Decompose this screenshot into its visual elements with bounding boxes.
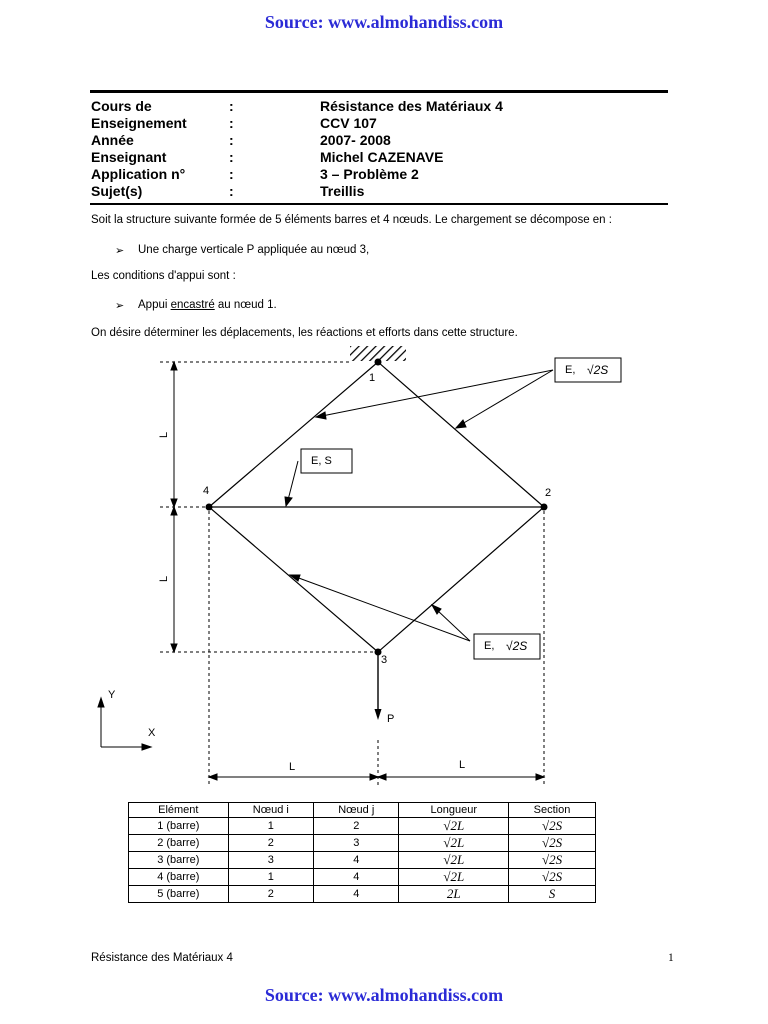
- table-cell: 4 (barre): [129, 869, 229, 886]
- header-value: CCV 107: [320, 115, 377, 131]
- table-header-row: [129, 803, 596, 818]
- table-cell: 3 (barre): [129, 852, 229, 869]
- table-cell: √2L: [399, 869, 509, 886]
- table-row: [129, 835, 596, 852]
- table-cell: √2S: [509, 818, 596, 835]
- source-banner-bottom: Source: www.almohandiss.com: [264, 985, 504, 1005]
- header-label: Année: [91, 132, 134, 148]
- axis-triad: [98, 698, 151, 750]
- page-number: 1: [668, 952, 674, 964]
- elements-table: [128, 802, 596, 903]
- support-prefix: Appui: [138, 299, 171, 311]
- callout-section: √2S: [587, 363, 609, 377]
- bar-2-3: [378, 507, 544, 652]
- header-top-rule: [90, 90, 668, 93]
- table-cell: 2: [228, 886, 313, 903]
- header-colon: :: [229, 132, 234, 148]
- bullet-arrow-icon: ➢: [115, 300, 125, 312]
- header-colon: :: [229, 183, 234, 199]
- node-label-4: 4: [203, 485, 210, 497]
- table-cell: 2: [228, 835, 313, 852]
- callout-horizontal: [285, 449, 352, 506]
- column-header: Longueur: [399, 803, 509, 818]
- callout-modulus: E,: [484, 640, 495, 652]
- header-colon: :: [229, 149, 234, 165]
- table-cell: √2S: [509, 869, 596, 886]
- dimension-label-right: L: [459, 759, 466, 771]
- header-label: Enseignement: [91, 115, 187, 131]
- table-row: [129, 886, 596, 903]
- table-cell: 5 (barre): [129, 886, 229, 903]
- load-label: P: [387, 713, 395, 725]
- dimension-label-left: L: [289, 761, 296, 773]
- node-2: [541, 504, 548, 511]
- support-type: encastré: [170, 299, 215, 311]
- header-value: Michel CAZENAVE: [320, 149, 444, 165]
- support-intro: Les conditions d'appui sont :: [91, 270, 236, 282]
- table-cell: 3: [314, 835, 399, 852]
- support-item: [138, 299, 277, 311]
- support-suffix: au nœud 1.: [214, 299, 277, 311]
- table-cell: √2L: [399, 818, 509, 835]
- node-label-3: 3: [381, 654, 388, 666]
- horizontal-dimensions: [209, 774, 544, 780]
- table-cell: 3: [228, 852, 313, 869]
- node-4: [206, 504, 213, 511]
- table-cell: 4: [314, 869, 399, 886]
- table-row: [129, 869, 596, 886]
- bullet-arrow-icon: ➢: [115, 245, 125, 257]
- dimension-label-upper: L: [158, 431, 170, 438]
- table-cell: √2S: [509, 835, 596, 852]
- header-colon: :: [229, 115, 234, 131]
- column-header: Nœud j: [314, 803, 399, 818]
- callout-text: E, S: [311, 455, 332, 467]
- goal-text: On désire déterminer les déplacements, les réactions et efforts dans cette structure.: [91, 327, 518, 339]
- column-header: Nœud i: [228, 803, 313, 818]
- table-row: [129, 818, 596, 835]
- table-cell: √2L: [399, 835, 509, 852]
- table-cell: 1: [228, 869, 313, 886]
- node-1: [375, 359, 382, 366]
- table-cell: 1 (barre): [129, 818, 229, 835]
- table-cell: √2L: [399, 852, 509, 869]
- header-colon: :: [229, 98, 234, 114]
- column-header: Section: [509, 803, 596, 818]
- column-header: Elément: [129, 803, 229, 818]
- table-row: [129, 852, 596, 869]
- table-cell: 2L: [399, 886, 509, 903]
- axis-x-label: X: [148, 727, 156, 739]
- load-item: Une charge verticale P appliquée au nœud 3,: [138, 244, 370, 256]
- header-label: Sujet(s): [91, 183, 143, 199]
- bar-3-4: [209, 507, 378, 652]
- table-cell: 2 (barre): [129, 835, 229, 852]
- callout-diagonal-lower: [290, 575, 540, 659]
- footer-title: Résistance des Matériaux 4: [91, 952, 233, 964]
- source-banner-top: Source: www.almohandiss.com: [264, 12, 504, 32]
- bar-1-2: [378, 362, 544, 507]
- header-label: Application n°: [91, 166, 186, 182]
- table-cell: 1: [228, 818, 313, 835]
- truss-diagram: [0, 340, 768, 795]
- table-cell: 4: [314, 886, 399, 903]
- header-label: Cours de: [91, 98, 152, 114]
- header-label: Enseignant: [91, 149, 167, 165]
- extension-lines: [160, 362, 544, 785]
- callout-section: √2S: [506, 639, 528, 653]
- header-colon: :: [229, 166, 234, 182]
- header-value: Treillis: [320, 183, 365, 199]
- header-value: 2007- 2008: [320, 132, 391, 148]
- bar-1-4: [209, 362, 378, 507]
- callout-modulus: E,: [565, 364, 576, 376]
- callout-diagonal-upper: [316, 358, 621, 428]
- axis-y-label: Y: [108, 689, 116, 701]
- header-value: Résistance des Matériaux 4: [320, 98, 503, 114]
- header-value: 3 – Problème 2: [320, 166, 419, 182]
- intro-text: Soit la structure suivante formée de 5 éléments barres et 4 nœuds. Le chargement se décompose en :: [91, 214, 612, 226]
- table-cell: 2: [314, 818, 399, 835]
- dimension-label-lower: L: [158, 575, 170, 582]
- header-bottom-rule: [90, 203, 668, 205]
- table-cell: S: [509, 886, 596, 903]
- node-label-1: 1: [369, 372, 376, 384]
- table-cell: √2S: [509, 852, 596, 869]
- node-label-2: 2: [545, 487, 552, 499]
- table-cell: 4: [314, 852, 399, 869]
- vertical-dimensions: [171, 362, 177, 652]
